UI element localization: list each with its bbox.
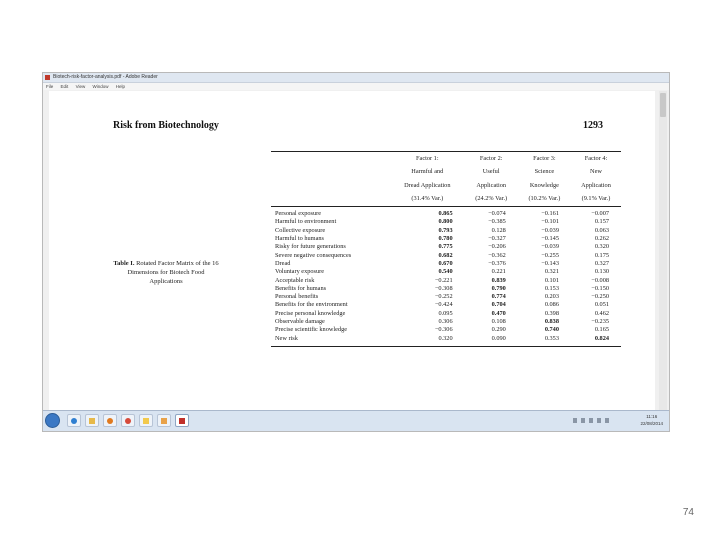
loading-cell: 0.470 [491, 309, 506, 317]
table-row [271, 301, 621, 309]
row-label: Harmful to humans [275, 235, 324, 243]
row-label: Personal exposure [275, 210, 321, 218]
row-label: Harmful to environment [275, 218, 337, 226]
table-row [271, 293, 621, 301]
loading-cell: −0.327 [488, 235, 506, 243]
mail-icon [143, 418, 149, 424]
page-number: 1293 [583, 120, 603, 131]
row-label: Observable damage [275, 318, 325, 326]
loading-cell: 0.165 [594, 326, 609, 334]
menu-window[interactable]: Window [92, 84, 109, 89]
loading-cell: 0.540 [438, 268, 453, 276]
factor-2-variance: (24.2% Var.) [465, 193, 518, 207]
factor-2-name: Useful [482, 168, 500, 176]
loading-cell: −0.145 [541, 235, 559, 243]
loading-cell: 0.321 [544, 268, 559, 276]
loading-cell: 0.221 [491, 268, 506, 276]
flag-icon[interactable] [605, 418, 609, 423]
factor-3-name: Science [534, 168, 555, 176]
loading-cell: 0.090 [465, 335, 518, 347]
loading-cell: 0.838 [544, 318, 559, 326]
loading-cell: 0.775 [438, 243, 453, 251]
loading-cell: 0.320 [390, 335, 465, 347]
screenshot-window [42, 72, 670, 432]
loading-cell: 0.108 [491, 318, 506, 326]
row-label: Benefits for humans [275, 284, 327, 292]
loading-cell: 0.670 [438, 259, 453, 267]
loading-cell: 0.290 [491, 326, 506, 334]
loading-cell: −0.308 [434, 284, 453, 292]
menu-view[interactable]: View [75, 84, 86, 89]
loading-cell: 0.865 [438, 210, 453, 218]
table-row [271, 235, 621, 243]
loading-cell: 0.051 [594, 301, 609, 309]
loading-cell: 0.203 [544, 293, 559, 301]
loading-cell: 0.157 [594, 218, 609, 226]
scrollbar-thumb[interactable] [660, 93, 666, 117]
loading-cell: −0.250 [591, 293, 609, 301]
start-button[interactable] [45, 413, 60, 428]
loading-cell: 0.353 [518, 335, 571, 347]
table-row [271, 243, 621, 251]
menu-file[interactable]: File [46, 84, 54, 89]
menu-edit[interactable]: Edit [60, 84, 69, 89]
taskbar-adobe-reader-button[interactable] [175, 414, 189, 427]
taskbar-media-button[interactable] [103, 414, 117, 427]
table-row [271, 335, 621, 347]
row-label: Voluntary exposure [275, 268, 325, 276]
row-label: New risk [271, 335, 390, 347]
factor-2-title: Factor 2: [465, 152, 518, 167]
document-icon [161, 418, 167, 424]
taskbar-explorer-button[interactable] [85, 414, 99, 427]
loading-cell: −0.306 [434, 326, 453, 334]
loading-cell: 0.175 [594, 251, 609, 259]
clock-date: 22/08/2014 [640, 421, 663, 426]
table-caption [111, 259, 221, 286]
taskbar-ie-button[interactable] [67, 414, 81, 427]
loading-cell: 0.153 [544, 284, 559, 292]
row-label: Precise personal knowledge [275, 309, 346, 317]
loading-cell: 0.780 [438, 235, 453, 243]
table-row [271, 285, 621, 293]
loading-cell: 0.824 [571, 335, 621, 347]
table-body [271, 207, 621, 347]
row-label: Acceptable risk [275, 276, 315, 284]
loading-cell: −0.206 [488, 243, 506, 251]
menu-bar [43, 83, 669, 90]
caption-label: Table I. [113, 260, 135, 267]
loading-cell: 0.130 [594, 268, 609, 276]
row-label: Risky for future generations [275, 243, 346, 251]
window-title: Biotech-risk-factor-analysis.pdf - Adobe Reader [53, 74, 158, 80]
table-row [271, 326, 621, 334]
loading-cell: −0.101 [541, 218, 559, 226]
loading-cell: −0.235 [591, 318, 609, 326]
loading-cell: −0.039 [541, 226, 559, 234]
taskbar-clock[interactable] [640, 413, 663, 427]
loading-cell: 0.740 [544, 326, 559, 334]
factor-1-title: Factor 1: [390, 152, 465, 167]
ie-icon [71, 418, 77, 424]
factor-1-name-2: Dread Application [404, 181, 451, 189]
loading-cell: 0.800 [438, 218, 453, 226]
table-row [271, 310, 621, 318]
factor-2-name-2: Application [476, 181, 507, 189]
pdf-page [49, 91, 655, 413]
volume-icon[interactable] [589, 418, 593, 423]
table-row [271, 277, 621, 285]
factor-3-variance: (10.2% Var.) [518, 193, 571, 207]
loading-cell: 0.327 [594, 259, 609, 267]
row-label: Collective exposure [275, 226, 326, 234]
menu-help[interactable]: Help [115, 84, 126, 89]
taskbar-chrome-button[interactable] [121, 414, 135, 427]
taskbar-word-button[interactable] [157, 414, 171, 427]
window-titlebar [43, 73, 669, 83]
loading-cell: −0.424 [434, 301, 453, 309]
factor-4-name-2: Application [581, 181, 611, 189]
factor-4-title: Factor 4: [571, 152, 621, 167]
network-icon[interactable] [581, 418, 585, 423]
loading-cell: −0.007 [591, 210, 609, 218]
factor-1-variance: (31.4% Var.) [390, 193, 465, 207]
loading-cell: −0.362 [488, 251, 506, 259]
loading-cell: 0.704 [491, 301, 506, 309]
loading-cell: 0.262 [594, 235, 609, 243]
loading-cell: 0.398 [544, 309, 559, 317]
running-title: Risk from Biotechnology [113, 120, 219, 131]
row-label: Benefits for the environment [275, 301, 348, 309]
loading-cell: 0.682 [438, 251, 453, 259]
factor-4-name: New [590, 168, 602, 176]
loading-cell: −0.150 [591, 284, 609, 292]
loading-cell: −0.221 [434, 276, 453, 284]
loading-cell: −0.008 [591, 276, 609, 284]
loading-cell: 0.839 [491, 276, 506, 284]
row-label: Precise scientific knowledge [275, 326, 348, 334]
loading-cell: 0.306 [438, 318, 453, 326]
loading-cell: 0.790 [491, 284, 506, 292]
play-icon [107, 418, 113, 424]
pdf-icon [179, 418, 185, 424]
table-row [271, 227, 621, 235]
table-row [271, 260, 621, 268]
loading-cell: 0.320 [594, 243, 609, 251]
factor-matrix-table [271, 151, 621, 347]
clock-time: 11:16 [646, 414, 658, 419]
factor-4-variance: (9.1% Var.) [571, 193, 621, 207]
table-corner [271, 152, 390, 167]
table-row [271, 318, 621, 326]
loading-cell: 0.128 [491, 226, 506, 234]
factor-3-name-2: Knowledge [529, 181, 559, 189]
adobe-reader-icon [45, 75, 50, 80]
factor-3-title: Factor 3: [518, 152, 571, 167]
battery-icon[interactable] [597, 418, 601, 423]
tray-arrow-icon[interactable] [573, 418, 577, 423]
row-label: Dread [275, 259, 291, 267]
factor-1-name: Harmful and [411, 168, 444, 176]
slide-number: 74 [682, 507, 694, 518]
loading-cell: −0.039 [541, 243, 559, 251]
caption-text: Rotated Factor Matrix of the 16 Dimensions for Biotech Food Applications [127, 260, 219, 285]
table-row [271, 252, 621, 260]
loading-cell: −0.385 [488, 218, 506, 226]
taskbar-mail-button[interactable] [139, 414, 153, 427]
loading-cell: 0.774 [491, 293, 506, 301]
folder-icon [89, 418, 95, 424]
loading-cell: −0.143 [541, 259, 559, 267]
loading-cell: −0.252 [434, 293, 453, 301]
row-label: Severe negative consequences [275, 251, 352, 259]
loading-cell: 0.793 [438, 226, 453, 234]
chrome-icon [125, 418, 131, 424]
row-label: Personal benefits [275, 293, 319, 301]
table-row [271, 207, 621, 219]
table-row [271, 218, 621, 226]
loading-cell: 0.101 [544, 276, 559, 284]
taskbar [43, 410, 669, 431]
loading-cell: −0.161 [541, 210, 559, 218]
vertical-scrollbar[interactable] [659, 91, 667, 413]
loading-cell: −0.255 [541, 251, 559, 259]
loading-cell: 0.095 [438, 309, 453, 317]
loading-cell: −0.376 [488, 259, 506, 267]
loading-cell: −0.074 [488, 210, 506, 218]
loading-cell: 0.063 [594, 226, 609, 234]
table-row [271, 268, 621, 276]
loading-cell: 0.086 [544, 301, 559, 309]
loading-cell: 0.462 [594, 309, 609, 317]
